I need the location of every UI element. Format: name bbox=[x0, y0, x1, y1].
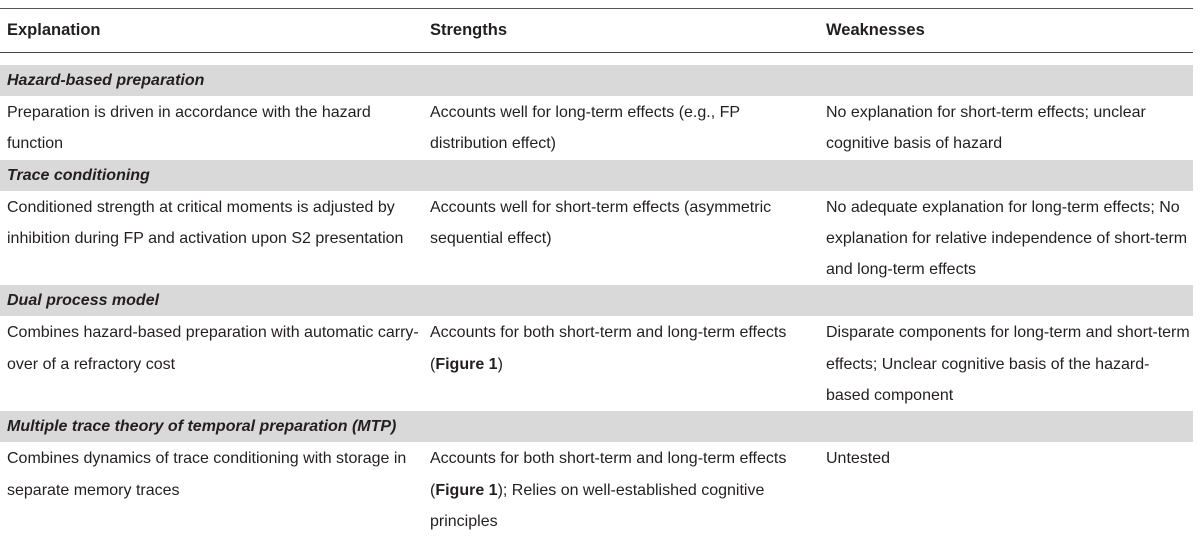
header-weaknesses: Weaknesses bbox=[826, 21, 925, 39]
section-heading: Dual process model bbox=[0, 285, 1193, 316]
strengths-text: Accounts for both short-term and long-term effects ( bbox=[430, 450, 787, 499]
comparison-table bbox=[0, 8, 1193, 537]
header-strengths: Strengths bbox=[430, 21, 508, 39]
section-heading: Hazard-based preparation bbox=[0, 65, 1193, 96]
table-row bbox=[0, 96, 1193, 160]
cell-strengths bbox=[424, 317, 818, 411]
cell-weaknesses: Untested bbox=[826, 450, 891, 468]
strengths-text: ) bbox=[497, 355, 503, 373]
cell-explanation: Combines dynamics of trace conditioning with storage in separate memory traces bbox=[7, 450, 407, 499]
strengths-text: ); Relies on well-established cognitive principles bbox=[430, 481, 765, 530]
table-row bbox=[0, 442, 1193, 537]
section-heading: Trace conditioning bbox=[0, 160, 1193, 191]
table-row bbox=[0, 316, 1193, 411]
cell-weaknesses: No explanation for short-term effects; unclear cognitive basis of hazard bbox=[826, 104, 1146, 153]
table-row bbox=[0, 191, 1193, 286]
header-explanation: Explanation bbox=[7, 21, 101, 39]
section-heading: Multiple trace theory of temporal preparation (MTP) bbox=[0, 411, 1193, 442]
strengths-text: Accounts well for long-term effects (e.g., FP distribution effect) bbox=[430, 104, 740, 153]
table-header bbox=[0, 9, 1193, 53]
figure-reference: Figure 1 bbox=[435, 481, 498, 499]
cell-strengths bbox=[424, 97, 818, 160]
cell-strengths bbox=[424, 192, 818, 286]
cell-weaknesses: Disparate components for long-term and short-term effects; Unclear cognitive basis of the hazard-based component bbox=[826, 324, 1190, 405]
cell-explanation: Preparation is driven in accordance with the hazard function bbox=[7, 104, 371, 153]
strengths-text: Accounts well for short-term effects (asymmetric sequential effect) bbox=[430, 198, 772, 247]
strengths-text: Accounts for both short-term and long-term effects ( bbox=[430, 324, 787, 373]
cell-strengths bbox=[424, 443, 818, 537]
cell-weaknesses: No adequate explanation for long-term effects; No explanation for relative independence of short-term and long-term effects bbox=[826, 198, 1188, 279]
figure-reference: Figure 1 bbox=[435, 355, 498, 373]
cell-explanation: Combines hazard-based preparation with automatic carry-over of a refractory cost bbox=[7, 324, 419, 373]
cell-explanation: Conditioned strength at critical moments is adjusted by inhibition during FP and activation upon S2 presentation bbox=[7, 198, 404, 247]
